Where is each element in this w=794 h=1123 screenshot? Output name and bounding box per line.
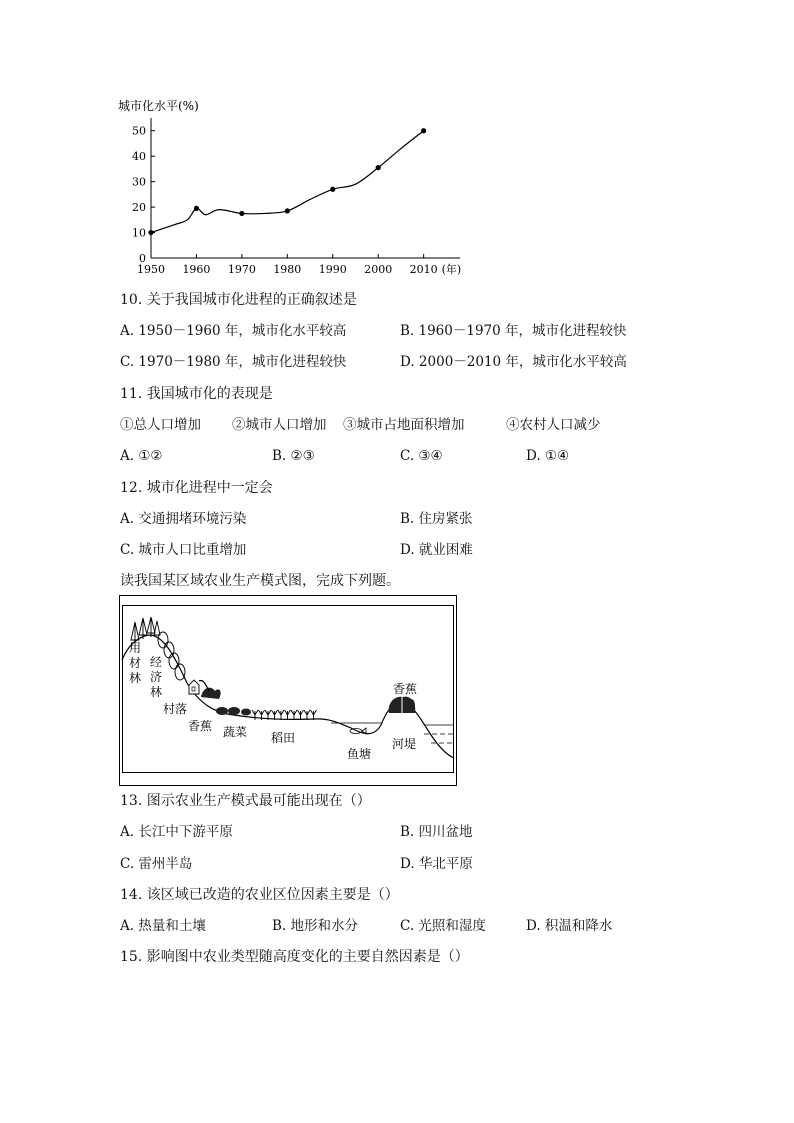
q10-stem: 10. 关于我国城市化进程的正确叙述是 bbox=[120, 292, 357, 308]
label-levee: 河堤 bbox=[392, 737, 417, 751]
label-timber-2: 材 bbox=[129, 656, 142, 670]
agriculture-mode-diagram bbox=[119, 595, 457, 786]
label-village: 村落 bbox=[163, 702, 188, 716]
q11-option-d: D. ①④ bbox=[526, 448, 570, 464]
q14-option-a: A. 热量和土壤 bbox=[120, 918, 206, 934]
label-timber-3: 林 bbox=[129, 671, 142, 685]
label-timber-1: 用 bbox=[129, 641, 142, 655]
data-point bbox=[285, 208, 290, 213]
data-point bbox=[376, 165, 381, 170]
q14-option-b: B. 地形和水分 bbox=[272, 918, 359, 934]
q13-option-b: B. 四川盆地 bbox=[400, 824, 473, 840]
data-point bbox=[194, 206, 199, 211]
series-line bbox=[151, 131, 424, 233]
label-banana-left: 香蕉 bbox=[188, 719, 213, 733]
y-tick-label: 20 bbox=[132, 201, 146, 215]
label-econ-1: 经 bbox=[150, 655, 163, 669]
label-econ-2: 济 bbox=[150, 670, 163, 684]
q11-option-b: B. ②③ bbox=[272, 448, 315, 464]
urbanization-chart bbox=[115, 96, 465, 281]
y-tick-label: 0 bbox=[139, 252, 146, 265]
q11-item-2: ②城市人口增加 bbox=[232, 417, 327, 433]
q13-option-a: A. 长江中下游平原 bbox=[120, 824, 233, 840]
data-point bbox=[239, 211, 244, 216]
y-tick-label: 40 bbox=[132, 150, 146, 164]
q11-item-1: ①总人口增加 bbox=[120, 417, 201, 433]
q12-stem: 12. 城市化进程中一定会 bbox=[120, 480, 273, 496]
q10-option-c: C. 1970－1980 年，城市化进程较快 bbox=[120, 354, 347, 370]
data-point bbox=[421, 128, 426, 133]
section-intro: 读我国某区域农业生产模式图，完成下列题。 bbox=[120, 573, 400, 589]
label-rice: 稻田 bbox=[271, 731, 296, 745]
x-tick-label: 1970 bbox=[227, 263, 256, 276]
chart-title: 城市化水平(%) bbox=[118, 99, 199, 113]
x-tick-label: 1960 bbox=[182, 263, 211, 276]
x-tick-label: 2010 bbox=[409, 263, 438, 276]
x-tick-label: 1990 bbox=[318, 263, 347, 276]
q14-stem: 14. 该区域已改造的农业区位因素主要是（） bbox=[120, 887, 399, 903]
agriculture-diagram-svg bbox=[119, 595, 457, 786]
q14-option-d: D. 积温和降水 bbox=[526, 918, 613, 934]
q10-option-b: B. 1960－1970 年，城市化进程较快 bbox=[400, 323, 627, 339]
y-tick-label: 50 bbox=[132, 124, 146, 138]
x-tick-label: 2000 bbox=[364, 263, 393, 276]
x-tick-group bbox=[137, 254, 461, 276]
label-fishpond: 鱼塘 bbox=[347, 747, 372, 761]
label-banana-right: 香蕉 bbox=[393, 682, 418, 696]
q13-stem: 13. 图示农业生产模式最可能出现在（） bbox=[120, 793, 371, 809]
q11-option-c: C. ③④ bbox=[400, 448, 443, 464]
q11-option-a: A. ①② bbox=[120, 448, 163, 464]
data-markers bbox=[148, 128, 426, 235]
x-tick-label: 1950 bbox=[137, 263, 165, 276]
y-tick-group bbox=[132, 125, 155, 265]
q13-option-d: D. 华北平原 bbox=[400, 856, 473, 872]
q10-option-a: A. 1950－1960 年，城市化水平较高 bbox=[120, 323, 347, 339]
q12-option-a: A. 交通拥堵环境污染 bbox=[120, 511, 247, 527]
q15-stem: 15. 影响图中农业类型随高度变化的主要自然因素是（） bbox=[120, 949, 469, 965]
q11-item-3: ③城市占地面积增加 bbox=[343, 417, 465, 433]
x-axis-unit-label: (年) bbox=[441, 263, 462, 276]
q13-option-c: C. 雷州半岛 bbox=[120, 856, 193, 872]
q14-option-c: C. 光照和湿度 bbox=[400, 918, 486, 934]
label-econ-3: 林 bbox=[150, 685, 163, 699]
label-vegetable: 蔬菜 bbox=[223, 725, 248, 739]
x-tick-label: 1980 bbox=[273, 263, 302, 276]
data-point bbox=[148, 230, 153, 235]
y-tick-label: 30 bbox=[132, 175, 146, 189]
q11-stem: 11. 我国城市化的表现是 bbox=[120, 386, 273, 402]
q12-option-d: D. 就业困难 bbox=[400, 542, 473, 558]
y-tick-label: 10 bbox=[132, 226, 146, 240]
q10-option-d: D. 2000－2010 年，城市化水平较高 bbox=[400, 354, 627, 370]
q12-option-b: B. 住房紧张 bbox=[400, 511, 473, 527]
urbanization-line-chart bbox=[115, 96, 465, 281]
data-point bbox=[330, 187, 335, 192]
q11-item-4: ④农村人口减少 bbox=[506, 417, 601, 433]
q12-option-c: C. 城市人口比重增加 bbox=[120, 542, 247, 558]
